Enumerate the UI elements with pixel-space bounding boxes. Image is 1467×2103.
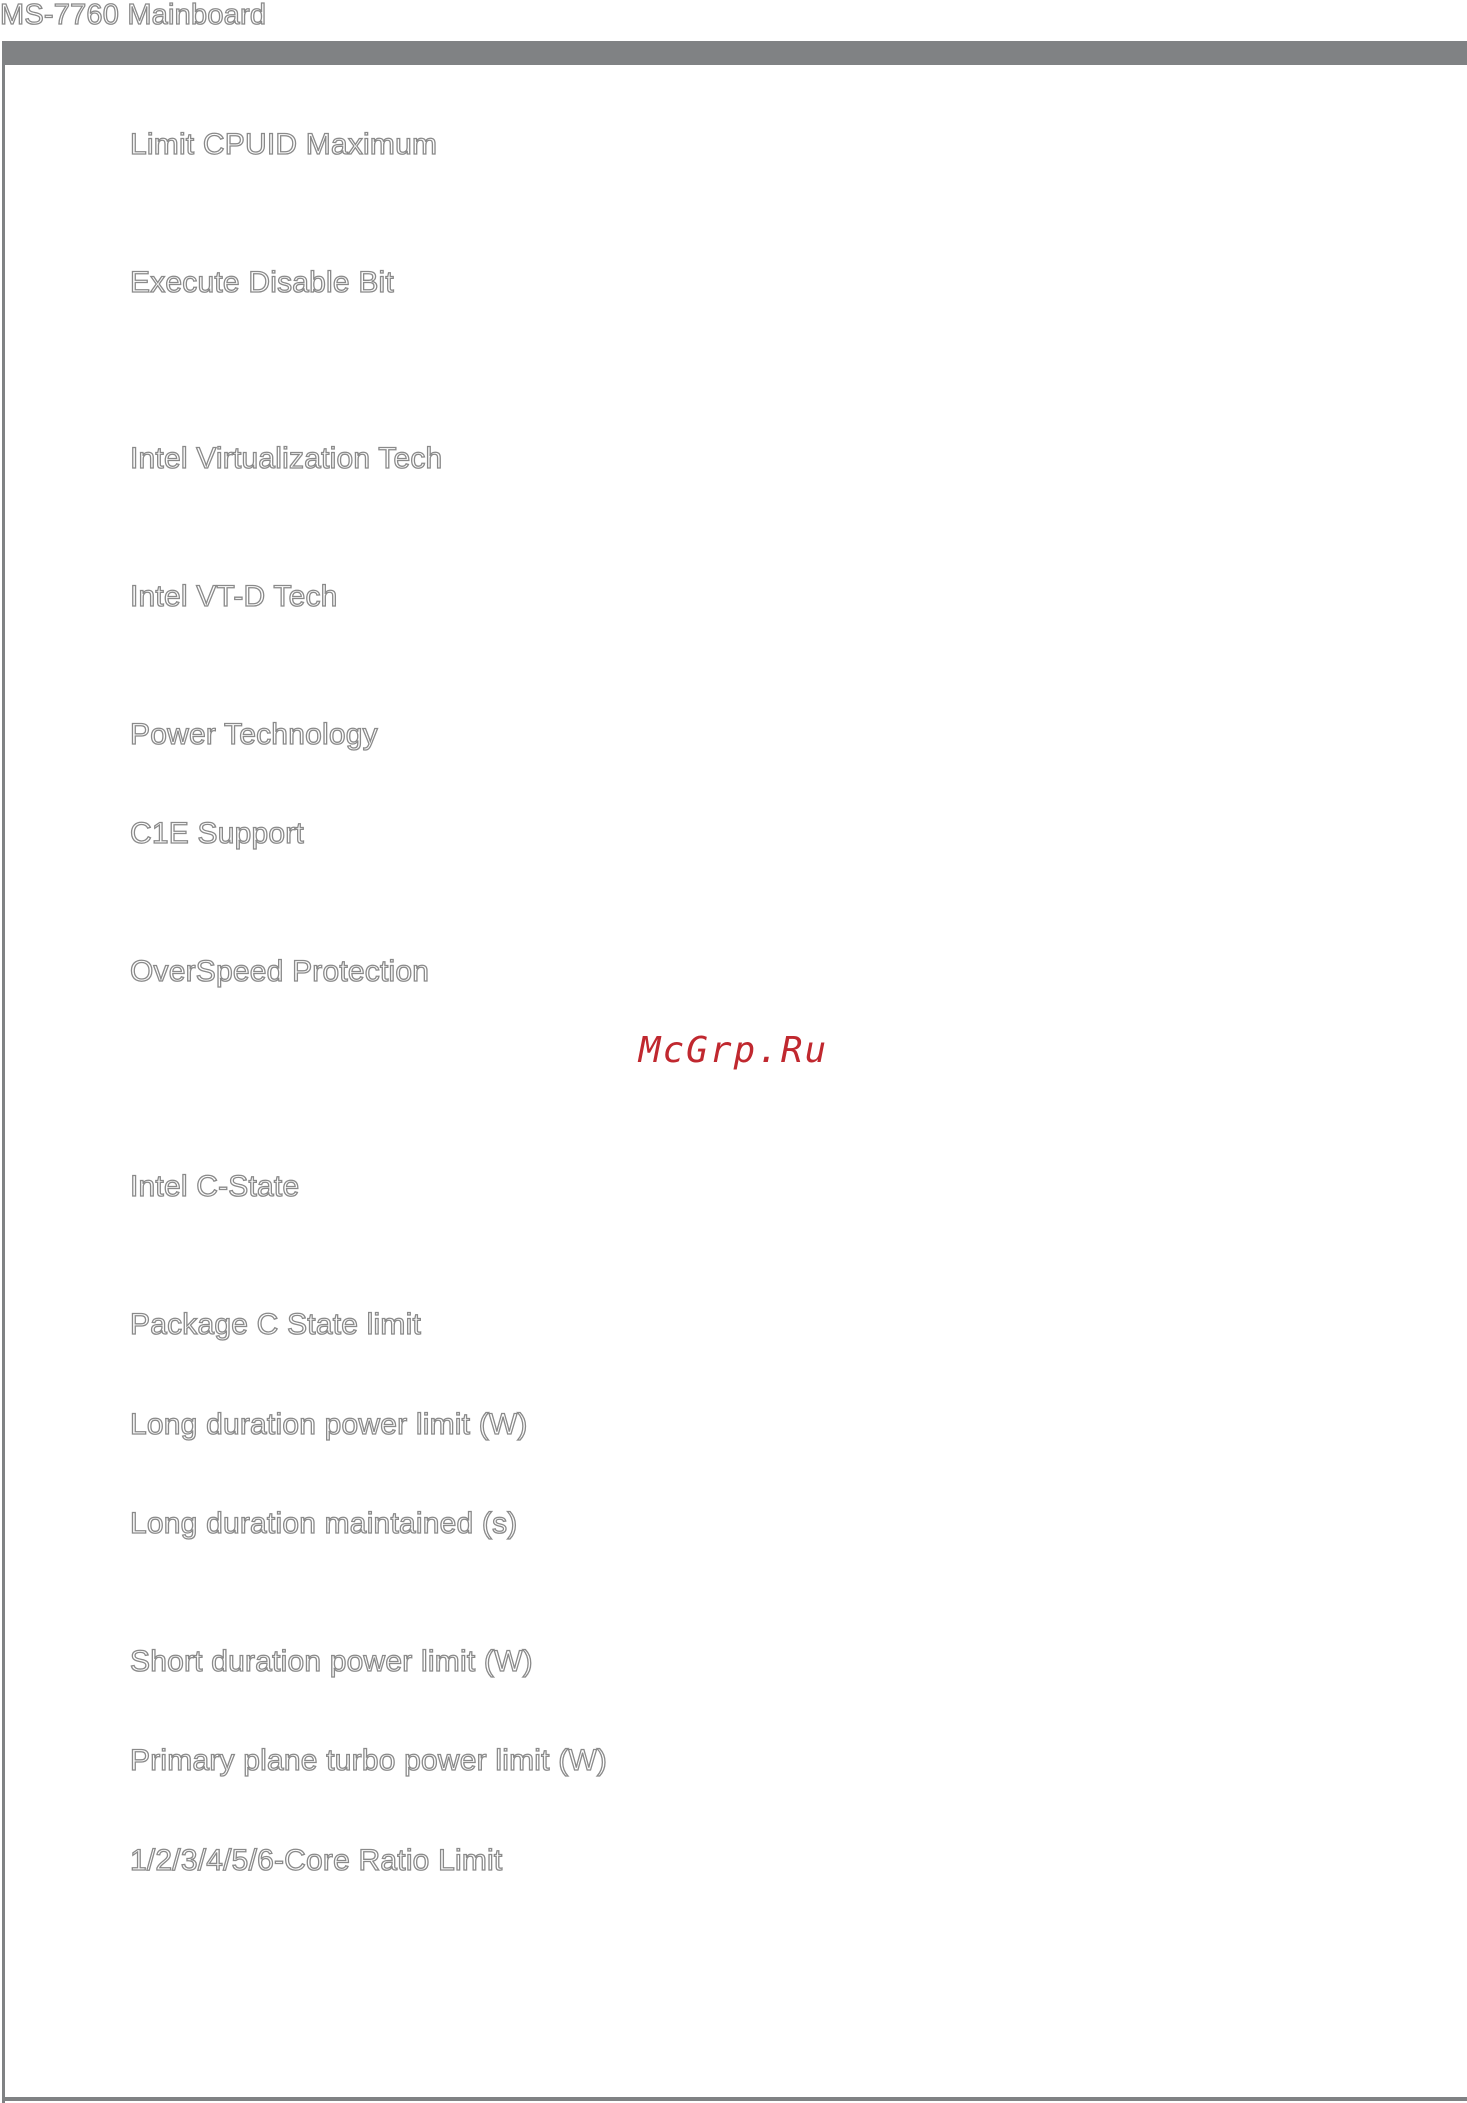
setting-long-duration-power-limit: Long duration power limit (W) xyxy=(130,1408,528,1441)
watermark-text: McGrp.Ru xyxy=(638,1030,829,1071)
setting-core-ratio-limit: 1/2/3/4/5/6-Core Ratio Limit xyxy=(130,1844,503,1877)
setting-c1e-support: C1E Support xyxy=(130,817,304,850)
left-border-rule xyxy=(2,41,5,2103)
setting-long-duration-maintained: Long duration maintained (s) xyxy=(130,1507,518,1540)
setting-short-duration-power-limit: Short duration power limit (W) xyxy=(130,1645,533,1678)
setting-package-c-state-limit: Package C State limit xyxy=(130,1308,421,1341)
setting-limit-cpuid-maximum: Limit CPUID Maximum xyxy=(130,128,438,161)
setting-intel-vt-d-tech: Intel VT-D Tech xyxy=(130,580,338,613)
setting-execute-disable-bit: Execute Disable Bit xyxy=(130,266,394,299)
setting-intel-virtualization-tech: Intel Virtualization Tech xyxy=(130,442,443,475)
setting-intel-c-state: Intel C-State xyxy=(130,1170,300,1203)
header-bar xyxy=(2,41,1467,65)
setting-power-technology: Power Technology xyxy=(130,718,378,751)
bottom-border-rule xyxy=(2,2097,1467,2101)
setting-primary-plane-turbo-power-limit: Primary plane turbo power limit (W) xyxy=(130,1744,608,1777)
setting-overspeed-protection: OverSpeed Protection xyxy=(130,955,430,988)
page-header-model: MS-7760 Mainboard xyxy=(0,0,267,31)
